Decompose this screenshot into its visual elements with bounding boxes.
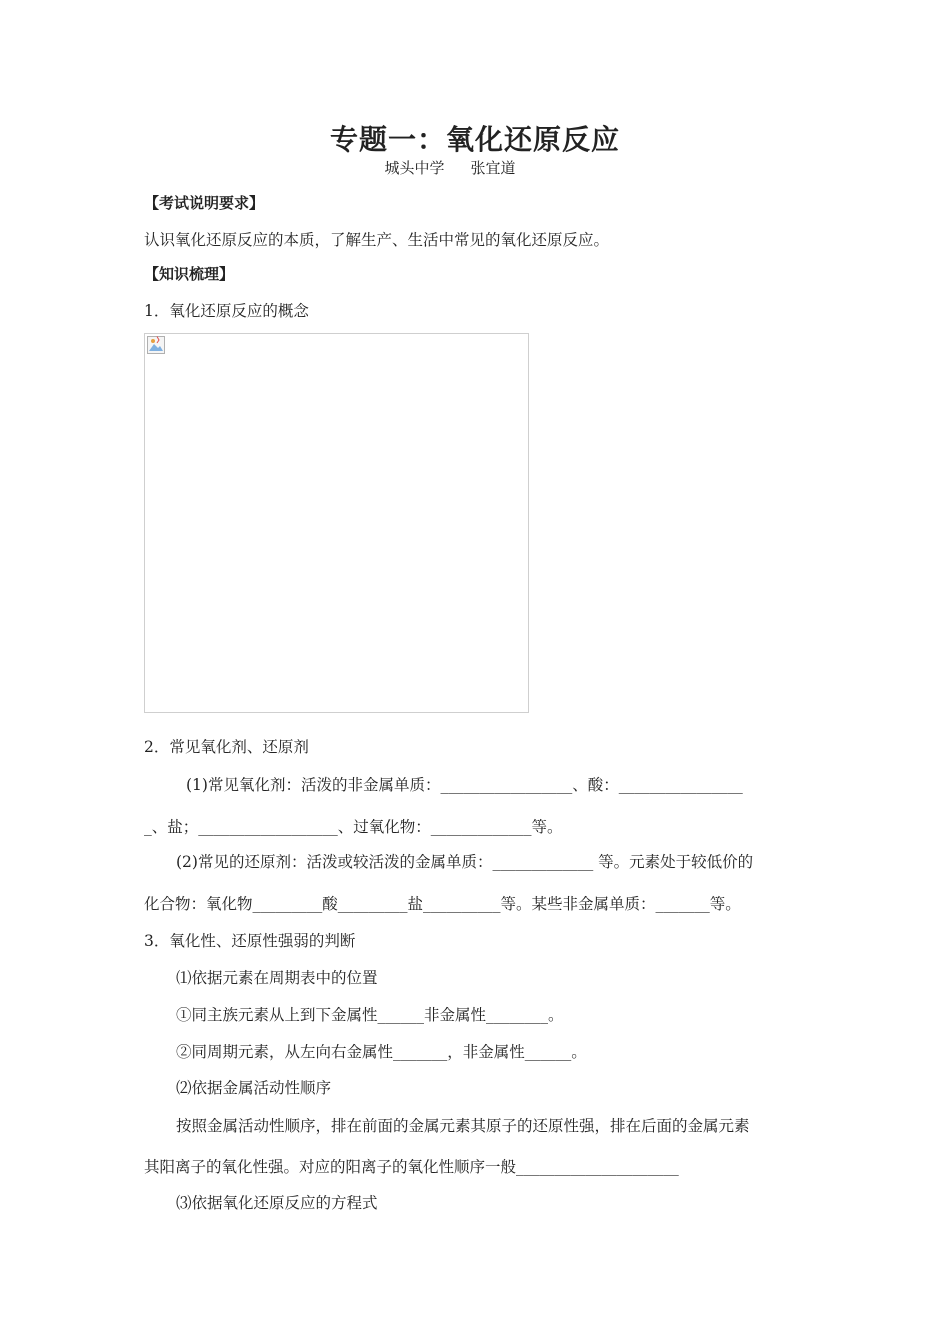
reducers-line-1: (2)常见的还原剂：活泼或较活泼的金属单质：_____________ 等。元素处于较低价的 bbox=[176, 853, 754, 871]
knowledge-heading: 【知识梳理】 bbox=[144, 265, 235, 283]
author-name: 张宜道 bbox=[470, 159, 516, 177]
author-line bbox=[0, 157, 900, 178]
item-1-heading: 1．氧化还原反应的概念 bbox=[144, 302, 309, 320]
author-school: 城头中学 bbox=[384, 159, 445, 177]
concept-figure bbox=[144, 333, 529, 713]
item-3-3-heading: ⑶依据氧化还原反应的方程式 bbox=[176, 1194, 378, 1212]
item-3-1-a: ①同主族元素从上到下金属性______非金属性________。 bbox=[176, 1006, 564, 1024]
item-3-1-b: ②同周期元素，从左向右金属性_______，非金属性______。 bbox=[176, 1043, 587, 1061]
exam-requirements-text: 认识氧化还原反应的本质，了解生产、生活中常见的氧化还原反应。 bbox=[144, 231, 610, 249]
exam-requirements-heading: 【考试说明要求】 bbox=[144, 194, 265, 212]
reducers-line-2: 化合物：氧化物_________酸_________盐__________等。某些非金属单质：_______等。 bbox=[144, 895, 741, 913]
oxidizers-line-1: (1)常见氧化剂：活泼的非金属单质：_________________、酸：________________ bbox=[186, 776, 743, 794]
item-2-heading: 2．常见氧化剂、还原剂 bbox=[144, 738, 309, 756]
oxidizers-line-2: _、盐；__________________、过氧化物：_____________等。 bbox=[144, 818, 563, 836]
item-3-1-heading: ⑴依据元素在周期表中的位置 bbox=[176, 969, 378, 987]
broken-image-icon bbox=[147, 336, 165, 354]
item-3-2-b: 其阳离子的氧化性强。对应的阳离子的氧化性顺序一般_____________________ bbox=[144, 1158, 679, 1176]
item-3-heading: 3．氧化性、还原性强弱的判断 bbox=[144, 932, 356, 950]
item-3-2-a: 按照金属活动性顺序，排在前面的金属元素其原子的还原性强，排在后面的金属元素 bbox=[176, 1117, 750, 1135]
page-title: 专题一：氧化还原反应 bbox=[329, 123, 620, 156]
item-3-2-heading: ⑵依据金属活动性顺序 bbox=[176, 1079, 332, 1097]
